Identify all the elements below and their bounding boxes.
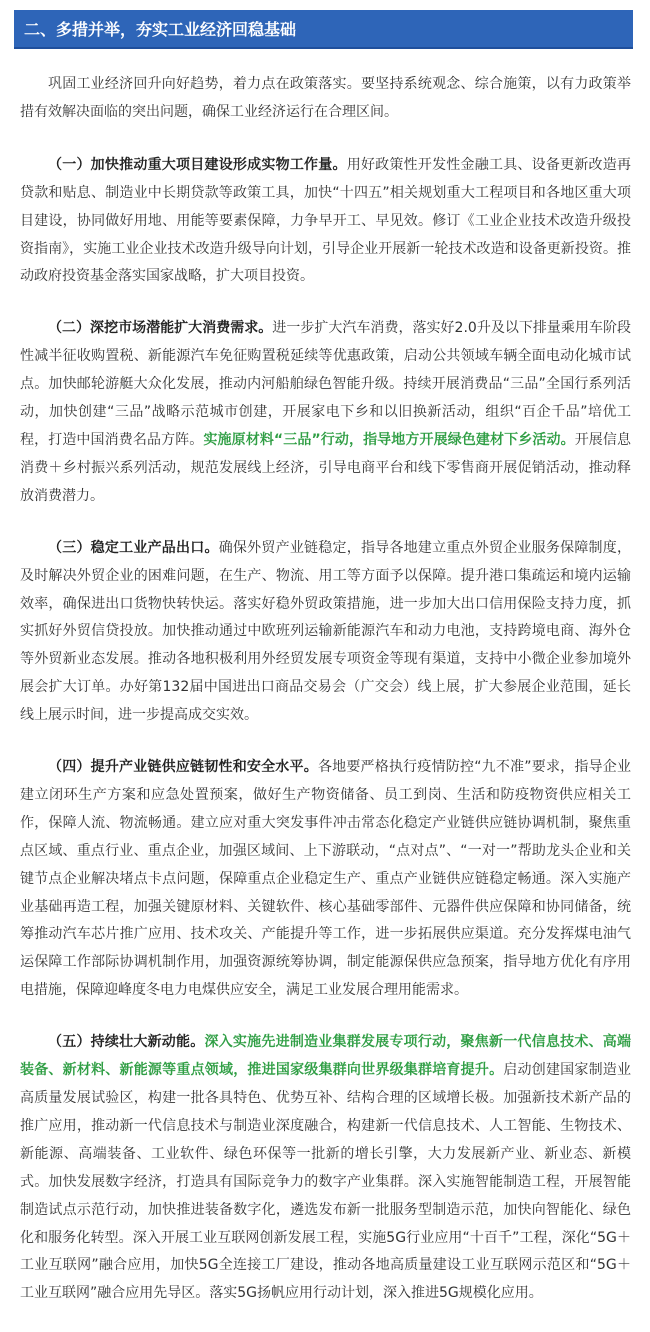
item-1-body: 用好政策性开发性金融工具、设备更新改造再贷款和贴息、制造业中长期贷款等政策工具，加快“十四五”相关规划重大工程项目和各地区重大项目建设，协同做好用地、用能等要素保障，力争早开工、早见效。修订《工业企业技术改造升级投资指南》，实施工业企业技术改造升级导向计划，引导企业开展新一轮技术改造和设备更新投资。推动政府投资基金落实国家战略，扩大项目投资。 xyxy=(20,156,632,285)
item-4-lead: （四）提升产业链供应链韧性和安全水平。 xyxy=(48,759,318,776)
section-title: 二、多措并举，夯实工业经济回稳基础 xyxy=(24,20,297,39)
item-5-paragraph xyxy=(20,1029,631,1308)
item-4-body: 各地要严格执行疫情防控“九不准”要求，指导企业建立闭环生产方案和应急处置预案，做好生产物资储备、员工到岗、生活和防疫物资供应相关工作，保障人流、物流畅通。建立应对重大突发事件冲击常态化稳定产业链供应链协调机制，聚焦重点区域、重点行业、重点企业，加强区域间、上下游联动，“点对点”、“一对一”帮助龙头企业和关键节点企业解决堵点卡点问题，保障重点企业稳定生产、重点产业链供应链稳定畅通。深入实施产业基础再造工程，加强关键原材料、关键软件、核心基础零部件、元器件供应保障和协同储备，统筹推动汽车芯片推广应用、技术攻关、产能提升等工作，进一步拓展供应渠道。充分发挥煤电油气运保障工作部际协调机制作用，加强资源统筹协调，制定能源保供应急预案，指导地方优化有序用电措施，保障迎峰度冬电力电煤供应安全，满足工业发展合理用能需求。 xyxy=(20,759,631,999)
item-5-lead: （五）持续壮大新动能。 xyxy=(48,1034,205,1051)
item-2-lead: （二）深挖市场潜能扩大消费需求。 xyxy=(48,320,273,337)
item-4-paragraph xyxy=(20,754,631,1005)
item-5-body: 启动创建国家制造业高质量发展试验区，构建一批各具特色、优势互补、结构合理的区域增长极。加强新技术新产品的推广应用，推动新一代信息技术与制造业深度融合，构建新一代信息技术、人工智能、生物技术、新能源、高端装备、工业软件、绿色环保等一批新的增长引擎，大力发展新产业、新业态、新模式。加快发展数字经济，打造具有国际竞争力的数字产业集群。深入实施智能制造工程，开展智能制造试点示范行动，加快推进装备数字化，遴选发布新一批服务型制造示范，加快向智能化、绿色化和服务化转型。深入开展工业互联网创新发展工程，实施5G行业应用“十百千”工程，深化“5G＋工业互联网”融合应用，加快5G全连接工厂建设，推动各地高质量建设工业互联网示范区和“5G＋工业互联网”融合应用先导区。落实5G扬帆应用行动计划，深入推进5G规模化应用。 xyxy=(20,1062,632,1302)
item-3-lead: （三）稳定工业产品出口。 xyxy=(48,539,219,556)
intro-paragraph xyxy=(20,71,631,127)
item-3-paragraph xyxy=(20,535,631,730)
item-2-paragraph xyxy=(20,315,631,510)
item-2-highlight: 实施原材料“三品”行动，指导地方开展绿色建材下乡活动。 xyxy=(203,431,575,448)
item-2-body-a: 进一步扩大汽车消费，落实好2.0升及以下排量乘用车阶段性减半征收购置税、新能源汽车免征购置税延续等优惠政策，启动公共领域车辆全面电动化城市试点。加快邮轮游艇大众化发展，推动内河船舶绿色智能升级。持续开展消费品“三品”全国行系列活动，加快创建“三品”战略示范城市创建，开展家电下乡和以旧换新活动，组织“百企千品”培优工程，打造中国消费名品方阵。 xyxy=(20,320,632,448)
item-1-lead: （一）加快推动重大项目建设形成实物工作量。 xyxy=(48,156,347,173)
section-header xyxy=(14,10,633,49)
item-2-body-b: 开展信息消费＋乡村振兴系列活动，规范发展线上经济，引导电商平台和线下零售商开展促销活动，推动释放消费潜力。 xyxy=(20,431,632,504)
intro-text: 巩固工业经济回升向好趋势，着力点在政策落实。要坚持系统观念、综合施策，以有力政策举措有效解决面临的突出问题，确保工业经济运行在合理区间。 xyxy=(20,76,631,120)
item-1-paragraph xyxy=(20,152,631,292)
article-body xyxy=(20,71,631,1332)
item-3-body: 确保外贸产业链稳定，指导各地建立重点外贸企业服务保障制度，及时解决外贸企业的困难问题，在生产、物流、用工等方面予以保障。提升港口集疏运和境内运输效率，确保进出口货物快转快运。落实好稳外贸政策措施，进一步加大出口信用保险支持力度，抓实抓好外贸信贷投放。加快推动通过中欧班列运输新能源汽车和动力电池，支持跨境电商、海外仓等外贸新业态发展。推动各地积极利用外经贸发展专项资金等现有渠道，支持中小微企业参加境外展会扩大订单。办好第132届中国进出口商品交易会（广交会）线上展，扩大参展企业范围，延长线上展示时间，进一步提高成交实效。 xyxy=(20,539,632,724)
item-5-highlight: 深入实施先进制造业集群发展专项行动，聚焦新一代信息技术、高端装备、新材料、新能源等重点领域，推进国家级集群向世界级集群培育提升。 xyxy=(20,1034,632,1079)
